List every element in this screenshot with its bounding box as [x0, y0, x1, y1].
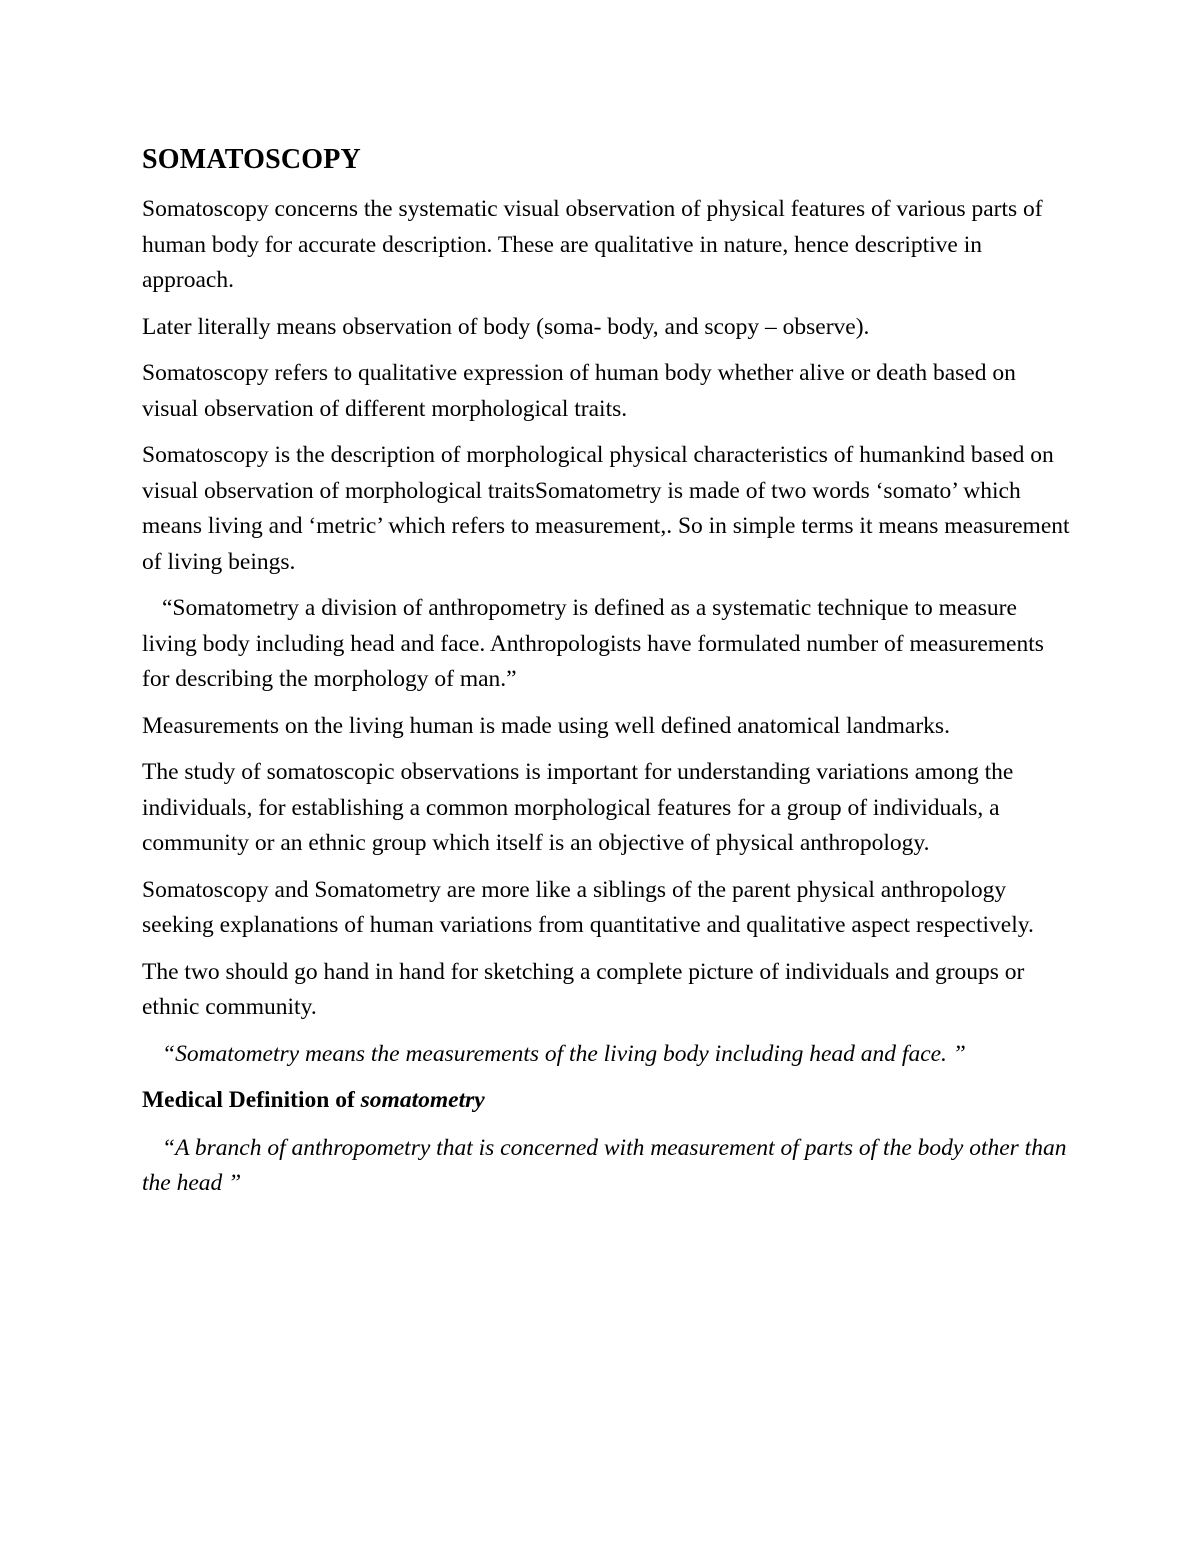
medical-definition-term: somatometry	[360, 1087, 485, 1113]
document-body	[142, 138, 1072, 1213]
paragraph-landmarks: Measurements on the living human is made using well defined anatomical landmarks.	[142, 712, 950, 739]
paragraph-description: Somatoscopy is the description of morphological physical characteristics of humankind based on visual observation of morphological traitsSomatometry is made of two words ‘somato’ which means living and ‘metric’ which refers to measurement,. So in simple terms it means measurement of living beings.	[142, 442, 1070, 575]
paragraph-siblings: Somatoscopy and Somatometry are more like a siblings of the parent physical anthropology seeking explanations of human variations from quantitative and qualitative aspect respectively.	[142, 876, 1034, 938]
medical-definition-prefix: Medical Definition of	[142, 1087, 361, 1113]
paragraph-literal-meaning: Later literally means observation of body (soma- body, and scopy – observe).	[142, 313, 870, 340]
page-title: SOMATOSCOPY	[142, 144, 361, 175]
paragraph-hand-in-hand: The two should go hand in hand for sketching a complete picture of individuals and groups or ethnic community.	[142, 958, 1025, 1020]
paragraph-qualitative-expression: Somatoscopy refers to qualitative expression of human body whether alive or death based on visual observation of different morphological traits.	[142, 360, 1016, 422]
paragraph-somatometry-quote: “Somatometry a division of anthropometry is defined as a systematic technique to measure living body including head and face. Anthropologists have formulated number of measurements for describing the morphology of man.”	[142, 595, 1044, 692]
medical-definition-quote: “A branch of anthropometry that is concerned with measurement of parts of the body other than the head ”	[142, 1134, 1067, 1196]
paragraph-definition: Somatoscopy concerns the systematic visual observation of physical features of various parts of human body for accurate description. These are qualitative in nature, hence descriptive in approach.	[142, 196, 1043, 293]
paragraph-italic-quote: “Somatometry means the measurements of the living body including head and face. ”	[162, 1040, 966, 1067]
medical-definition-heading	[142, 1083, 1072, 1119]
paragraph-study-importance: The study of somatoscopic observations is important for understanding variations among the individuals, for establishing a common morphological features for a group of individuals, a community or an ethnic group which itself is an objective of physical anthropology.	[142, 759, 1014, 856]
